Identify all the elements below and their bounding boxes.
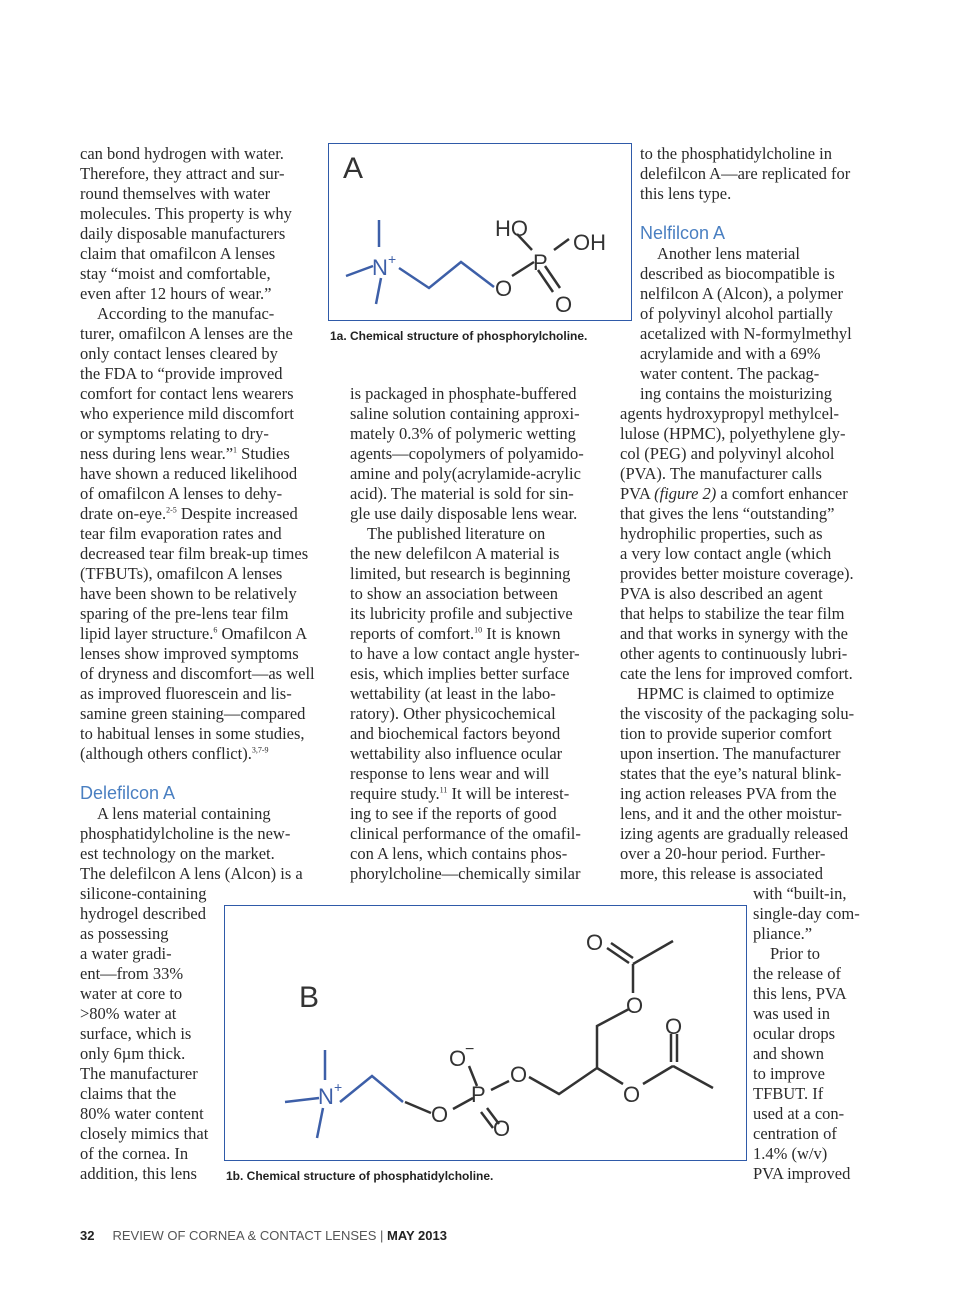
ethyl-chain (399, 262, 494, 288)
nitrogen-atom: N (372, 255, 388, 280)
bond-c-o (405, 1102, 431, 1113)
reference-1: 1 (233, 445, 238, 455)
oxygen-atom: O (623, 1082, 641, 1107)
oxygen-atom: O (493, 1116, 511, 1141)
positive-charge: + (388, 251, 397, 267)
paragraph: According to the manufac- turer, omafilcon A lenses are the only contact lenses cleared by the FDA to “provide improved comfort for contact lens wearers who experience mild discomfort or symptoms relating to dry- ness during lens wear.”$^1$ Studies have shown a reduced likelihood of omafilcon A lenses to dehy- drate on-eye.$^{2-5}$ Despite increased tear film evaporation rates and decreased tear film break-up times (TFBUTs), omafilcon A lenses have been shown to be relatively sparing of the pre-lens tear film lipid layer structure.$^6$ Omafilcon A lenses show improved symptoms of dryness and discomfort—as well as improved fluorescein and lis- samine green staining—compared to habitual lenses in some studies, (although others conflict).$^{3,7-9}$ (80, 304, 315, 763)
figure-label-b: B (299, 981, 320, 1014)
issue-date: MAY 2013 (386, 1228, 447, 1243)
methyl-bond-bottom (376, 278, 381, 304)
figure-1a-caption: 1a. Chemical structure of phosphorylcholine. (330, 329, 588, 343)
hydroxyl-label: OH (573, 230, 606, 255)
structure-bonds (285, 1050, 403, 1138)
oxygen-atom: O (626, 993, 644, 1018)
section-heading-delefilcon: Delefilcon A (80, 783, 176, 803)
publication-name: REVIEW OF CORNEA & CONTACT LENSES (112, 1228, 377, 1243)
phosphorus-atom: P (533, 250, 548, 275)
column-2 (350, 384, 608, 884)
paragraph: to the phosphatidylcholine in delefilcon A—are replicated for this lens type. (640, 144, 851, 203)
paragraph: The published literature on the new delefilcon A material is limited, but research is beginning to show an association between its lubricity profile and subjective reports of comfort.$^{10}$ It is known to have a low contact angle hyster- esis, which implies better surface wettability (at least in the labo- ratory). Other physicochemical and biochemical factors beyond wettability also influence ocular response to lens wear and will require study.$^{11}$ It will be interest- ing to see if the reports of good clinical performance of the omafil- con A lens, which contains phos- phorylcholine—chemically similar (350, 524, 581, 883)
negative-charge: − (465, 1041, 475, 1058)
section-heading-nelfilcon: Nelfilcon A (640, 223, 726, 243)
positive-charge: + (334, 1079, 343, 1095)
bond-o-p (453, 1098, 473, 1109)
figure-2-reference: (figure 2) (654, 484, 717, 503)
figure-1b-caption: 1b. Chemical structure of phosphatidylcholine. (226, 1169, 494, 1183)
oxygen-atom: O (431, 1102, 449, 1127)
bond-c-ch3-upper (633, 941, 673, 964)
column-3 (640, 144, 872, 204)
structure-bonds (346, 220, 494, 304)
bond-c-o-ester (597, 1068, 623, 1084)
oxygen-atom: O (495, 276, 513, 301)
page-number: 32 (80, 1228, 95, 1243)
oxygen-atom: O (555, 292, 573, 317)
reference-10: 10 (474, 625, 483, 635)
oxygen-atom: O (665, 1014, 683, 1039)
phosphorus-atom: P (471, 1082, 486, 1107)
nitrogen-atom: N (318, 1084, 334, 1109)
bond-o-c-ester (643, 1066, 673, 1084)
oxygen-atom: O (510, 1062, 528, 1087)
reference-2-5: 2-5 (166, 505, 177, 515)
hydroxyl-label: HO (495, 216, 528, 241)
column-1 (80, 144, 332, 764)
bond-c-ch3 (673, 1066, 713, 1088)
column-3-bottom (753, 944, 878, 1184)
phosphatidylcholine-structure (225, 906, 746, 1160)
reference-6: 6 (213, 625, 218, 635)
glycerol-chain (529, 1009, 629, 1094)
paragraph: Another lens material described as biocompatible is nelfilcon A (Alcon), a polymer of polyvinyl alcohol partially acetalized with N-formylmethyl acrylamide and with a 69% water content. The packag- ing contains the moisturizing agents hydroxypropyl methylcel- lulose (HPMC), polyethylene gly- col (PEG) and polyvinyl alcohol (PVA). The manufacturer calls PVA (figure 2) a comfort enhancer that gives the lens “outstanding” hydrophilic properties, such as a very low contact angle (which provides better moisture coverage). PVA is also described an agent that helps to stabilize the tear film and that works in synergy with the other agents to continuously lubri- cate the lens for improved comfort. (620, 244, 854, 683)
figure-label-a: A (343, 152, 364, 185)
paragraph: Prior to the release of this lens, PVA was used in ocular drops and shown to improve TFBUT. If used at a con- centration of 1.4% (w/v) PVA improved (753, 944, 851, 1183)
oxygen-anion: O (449, 1046, 467, 1071)
paragraph: can bond hydrogen with water. Therefore, they attract and sur- round themselves with water molecules. This property is why daily disposable manufacturers claim that omafilcon A lenses stay “moist and comfortable, even after 12 hours of wear.” (80, 144, 292, 303)
column-3-nelfilcon (620, 244, 876, 944)
oxygen-atom: O (586, 930, 604, 955)
ethyl-chain (340, 1076, 403, 1102)
page-footer (80, 1228, 447, 1243)
methyl-bond-bottom (317, 1108, 323, 1138)
reference-3-7-9: 3,7-9 (251, 745, 269, 755)
footer-separator: | (376, 1228, 387, 1243)
bond-o-p (512, 262, 534, 276)
double-bond-e (607, 948, 629, 963)
phosphorylcholine-structure (329, 144, 631, 320)
paragraph: HPMC is claimed to optimize the viscosity of the packaging solu- tion to provide superior comfort upon insertion. The manufacturer states that the eye’s natural blink- ing action releases PVA from the lens, and it and the other moistur- izing agents are gradually released over a 20-hour period. Further- more, this release is associated with “built-in, single-day com- pliance.” (620, 684, 860, 943)
bond-p-o (491, 1081, 509, 1090)
paragraph: is packaged in phosphate-buffered saline solution containing approxi- mately 0.3% of polymeric wetting agents—copolymers of polyamido- amine and poly(acrylamide-acrylic acid). The material is sold for sin- gle use daily disposable lens wear. (350, 384, 584, 523)
figure-1b-box (224, 905, 747, 1161)
double-bond-f (611, 943, 633, 958)
bond-p-oh (554, 239, 569, 250)
paragraph: A lens material containing phosphatidylcholine is the new- est technology on the market. The delefilcon A lens (Alcon) is a silicone-containing hydrogel described as possessing a water gradi- ent—from 33% water at core to >80% water at surface, which is only 6µm thick. The manufacturer claims that the 80% water content closely mimics that of the cornea. In addition, this lens (80, 804, 303, 1183)
methyl-bond-left (285, 1098, 319, 1102)
figure-1a-box (328, 143, 632, 321)
reference-11: 11 (439, 785, 448, 795)
methyl-bond-left (346, 266, 373, 276)
